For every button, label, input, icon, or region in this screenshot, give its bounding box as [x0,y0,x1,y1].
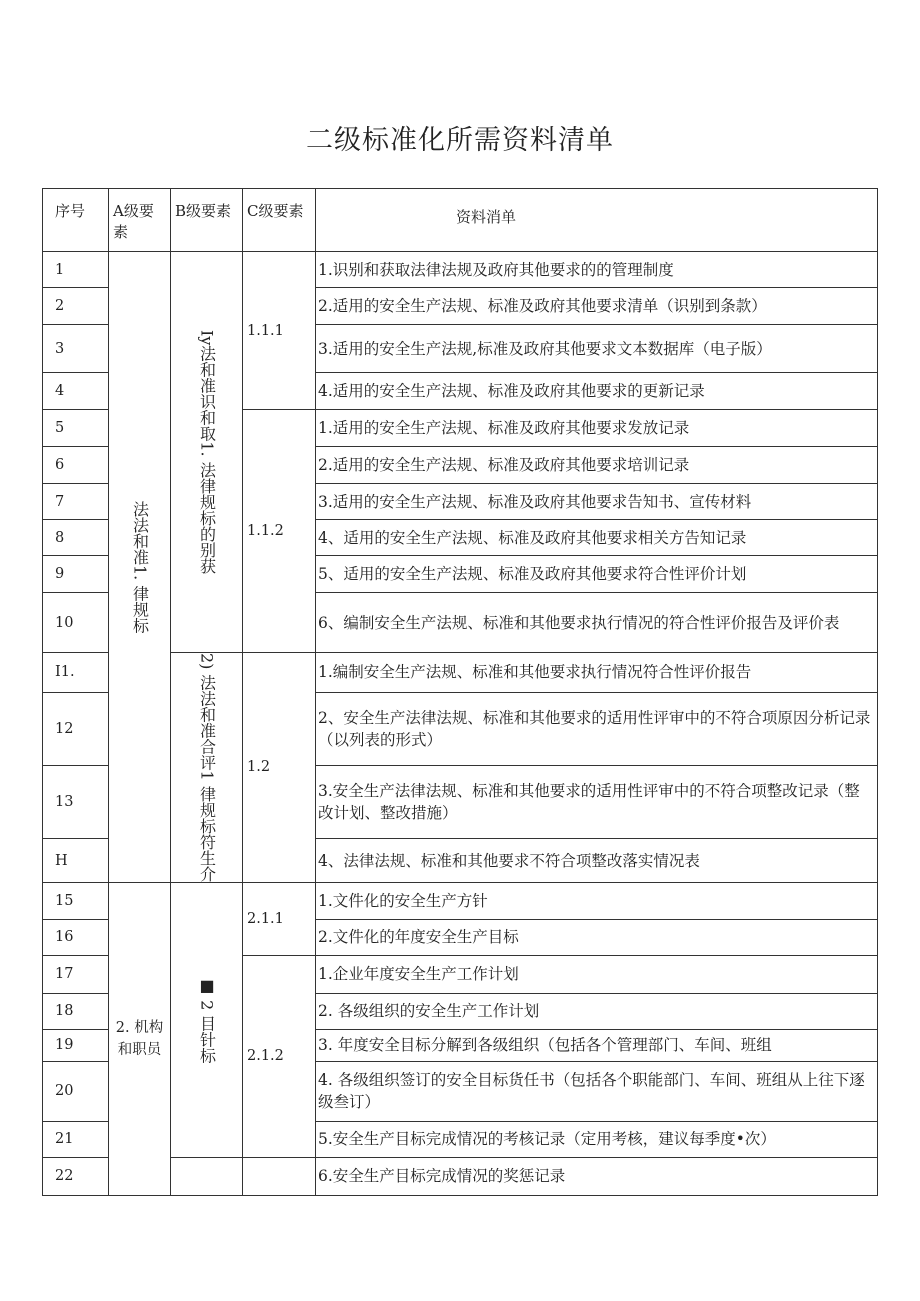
header-row [43,189,878,252]
b-element-cell [171,252,243,653]
row-seq: 1 [43,252,109,288]
row-content: 4、法律法规、标准和其他要求不符合项整改落实情况表 [316,839,878,882]
row-seq: 15 [43,882,109,919]
row-content: 1.适用的安全生产法规、标准及政府其他要求发放记录 [316,410,878,447]
c-element-cell: 2.1.1 [243,882,316,955]
b-element-label: 2) 法法和准合评1 律规标符生介 [197,653,217,882]
row-content: 1.企业年度安全生产工作计划 [316,955,878,993]
c-element-cell: 1.2 [243,653,316,883]
b-element-cell [171,653,243,883]
row-seq: 2 [43,288,109,325]
c-element-cell: 2.1.2 [243,955,316,1157]
row-content: 5.安全生产目标完成情况的考核记录（定用考核，建议每季度•次） [316,1121,878,1157]
row-seq: 19 [43,1029,109,1061]
row-content: 1.识别和获取法律法规及政府其他要求的的管理制度 [316,252,878,288]
row-content: 5、适用的安全生产法规、标准及政府其他要求符合性评价计划 [316,556,878,593]
row-content: 2. 各级组织的安全生产工作计划 [316,993,878,1029]
row-content: 3. 年度安全目标分解到各级组织（包括各个管理部门、车间、班组 [316,1029,878,1061]
row-seq: 12 [43,692,109,765]
row-seq: 20 [43,1061,109,1121]
header-c-level: C级要素 [243,189,316,252]
row-seq: 4 [43,373,109,410]
row-content: 4. 各级组织签订的安全目标货任书（包括各个职能部门、车间、班组从上往下逐级叁订） [316,1061,878,1121]
row-seq: 13 [43,766,109,839]
row-content: 6、编制安全生产法规、标准和其他要求执行情况的符合性评价报告及评价表 [316,593,878,653]
row-seq: I1. [43,653,109,693]
row-content: 4、适用的安全生产法规、标准及政府其他要求相关方告知记录 [316,520,878,556]
row-content: 3.安全生产法律法规、标准和其他要求的适用性评审中的不符合项整改记录（整改计划、整改措施） [316,766,878,839]
b-element-label: ■ 2 目针标 [197,976,217,1064]
row-seq: 5 [43,410,109,447]
b-element-label: Iy法和准识和取1. 法律规标的别获 [197,330,217,574]
header-seq: 序号 [43,189,109,252]
row-seq: 17 [43,955,109,993]
row-content: 2、安全生产法律法规、标准和其他要求的适用性评审中的不符合项原因分析记录（以列表的形式） [316,692,878,765]
row-content: 1.编制安全生产法规、标准和其他要求执行情况符合性评价报告 [316,653,878,693]
row-seq: 18 [43,993,109,1029]
b-element-empty-cell [171,1157,243,1195]
row-content: 4.适用的安全生产法规、标准及政府其他要求的更新记录 [316,373,878,410]
row-seq: 16 [43,919,109,955]
c-element-cell: 1.1.2 [243,410,316,653]
row-seq: H [43,839,109,882]
c-element-cell: 1.1.1 [243,252,316,410]
row-content: 6.安全生产目标完成情况的奖惩记录 [316,1157,878,1195]
table-row [43,252,878,288]
row-seq: 21 [43,1121,109,1157]
row-seq: 10 [43,593,109,653]
a-element-cell [109,252,171,883]
row-seq: 9 [43,556,109,593]
row-seq: 8 [43,520,109,556]
a-element-cell: 2. 机构和职员 [109,882,171,1195]
a-element-label: 法法和准1. 律规标 [130,500,150,634]
row-seq: 7 [43,484,109,520]
row-content: 3.适用的安全生产法规,标准及政府其他要求文本数据库（电子版） [316,325,878,373]
b-element-cell [171,882,243,1157]
row-seq: 3 [43,325,109,373]
page-title: 二级标准化所需资料清单 [306,125,614,156]
row-content: 1.文件化的安全生产方针 [316,882,878,919]
header-b-level: B级要素 [171,189,243,252]
row-content: 2.适用的安全生产法规、标准及政府其他要求培训记录 [316,447,878,484]
row-content: 2.文件化的年度安全生产目标 [316,919,878,955]
row-content: 2.适用的安全生产法规、标准及政府其他要求清单（识别到条款） [316,288,878,325]
table-row [43,882,878,919]
c-element-empty-cell [243,1157,316,1195]
row-content: 3.适用的安全生产法规、标准及政府其他要求告知书、宣传材料 [316,484,878,520]
header-a-level: A级要素 [109,189,171,252]
row-seq: 6 [43,447,109,484]
document-table [42,188,878,1196]
row-seq: 22 [43,1157,109,1195]
header-content: 资料消单 [316,189,878,252]
